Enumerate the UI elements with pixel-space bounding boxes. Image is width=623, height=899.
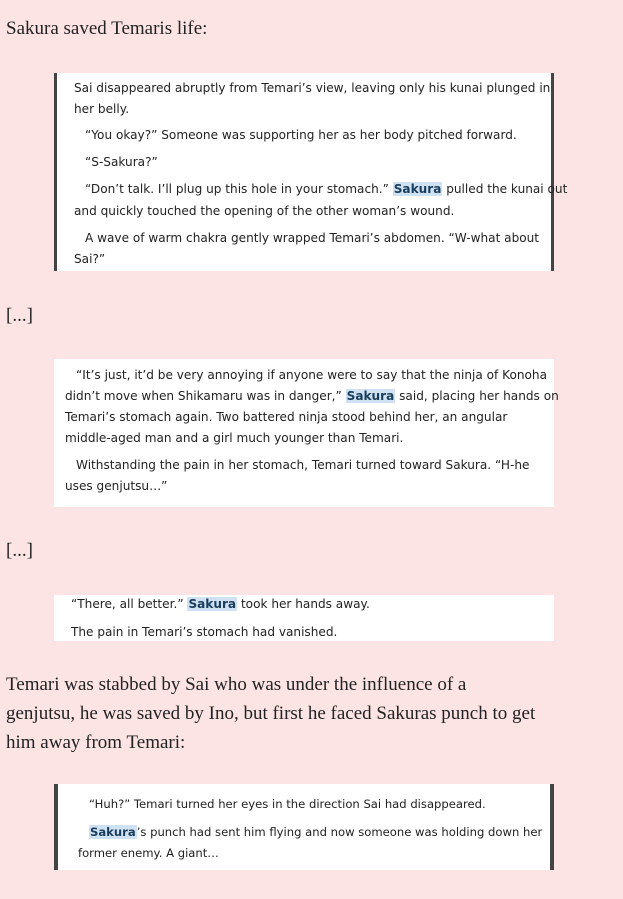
paragraph-sai-stabbed-line-1: Temari was stabbed by Sai who was under the influence of a bbox=[6, 674, 467, 695]
excerpt-line: Sai?” bbox=[74, 252, 106, 266]
highlighted-name: Sakura bbox=[90, 825, 136, 839]
excerpt-line: The pain in Temari’s stomach had vanished. bbox=[71, 625, 338, 639]
excerpt-line: Sai disappeared abruptly from Temari’s view, leaving only his kunai plunged in bbox=[74, 81, 551, 95]
excerpt-line: former enemy. A giant… bbox=[78, 846, 219, 860]
excerpt-line: and quickly touched the opening of the other woman’s wound. bbox=[74, 204, 455, 218]
excerpt-line: Temari’s stomach again. Two battered ninja stood behind her, an angular bbox=[65, 410, 508, 424]
excerpt-line: “Huh?” Temari turned her eyes in the direction Sai had disappeared. bbox=[89, 797, 486, 811]
paragraph-sai-stabbed-line-3: him away from Temari: bbox=[6, 732, 186, 753]
book-excerpt-4 bbox=[54, 784, 554, 870]
book-excerpt-2 bbox=[54, 359, 559, 507]
excerpt-left-border bbox=[54, 784, 58, 870]
highlighted-name: Sakura bbox=[188, 597, 237, 611]
excerpt-line: uses genjutsu…” bbox=[65, 479, 168, 493]
ellipsis-1: [...] bbox=[6, 305, 33, 326]
heading-sakura-saved-temari: Sakura saved Temaris life: bbox=[6, 18, 208, 39]
excerpt-line: “S-Sakura?” bbox=[85, 155, 158, 169]
excerpt-line: her belly. bbox=[74, 102, 130, 116]
excerpt-line: “Don’t talk. I’ll plug up this hole in your stomach.” Sakura pulled the kunai out bbox=[85, 182, 568, 196]
excerpt-line: “There, all better.” Sakura took her hands away. bbox=[71, 597, 370, 611]
highlighted-name: Sakura bbox=[393, 182, 442, 196]
book-excerpt-3 bbox=[54, 595, 554, 641]
excerpt-line: Sakura’s punch had sent him flying and now someone was holding down her bbox=[90, 825, 543, 839]
excerpt-line: middle-aged man and a girl much younger than Temari. bbox=[65, 431, 404, 445]
ellipsis-2: [...] bbox=[6, 540, 33, 561]
excerpt-line: “It’s just, it’d be very annoying if anyone were to say that the ninja of Konoha bbox=[76, 368, 547, 382]
excerpt-left-border bbox=[54, 73, 57, 271]
excerpt-right-border bbox=[551, 73, 554, 271]
excerpt-line: didn’t move when Shikamaru was in danger,” Sakura said, placing her hands on bbox=[65, 389, 559, 403]
paragraph-sai-stabbed-line-2: genjutsu, he was saved by Ino, but first he faced Sakuras punch to get bbox=[6, 703, 536, 724]
excerpt-line: Withstanding the pain in her stomach, Temari turned toward Sakura. “H-he bbox=[76, 458, 530, 472]
excerpt-right-border bbox=[550, 784, 554, 870]
excerpt-line: A wave of warm chakra gently wrapped Temari’s abdomen. “W-what about bbox=[85, 231, 540, 245]
book-excerpt-1 bbox=[54, 73, 568, 271]
highlighted-name: Sakura bbox=[346, 389, 395, 403]
excerpt-line: “You okay?” Someone was supporting her as her body pitched forward. bbox=[85, 128, 517, 142]
